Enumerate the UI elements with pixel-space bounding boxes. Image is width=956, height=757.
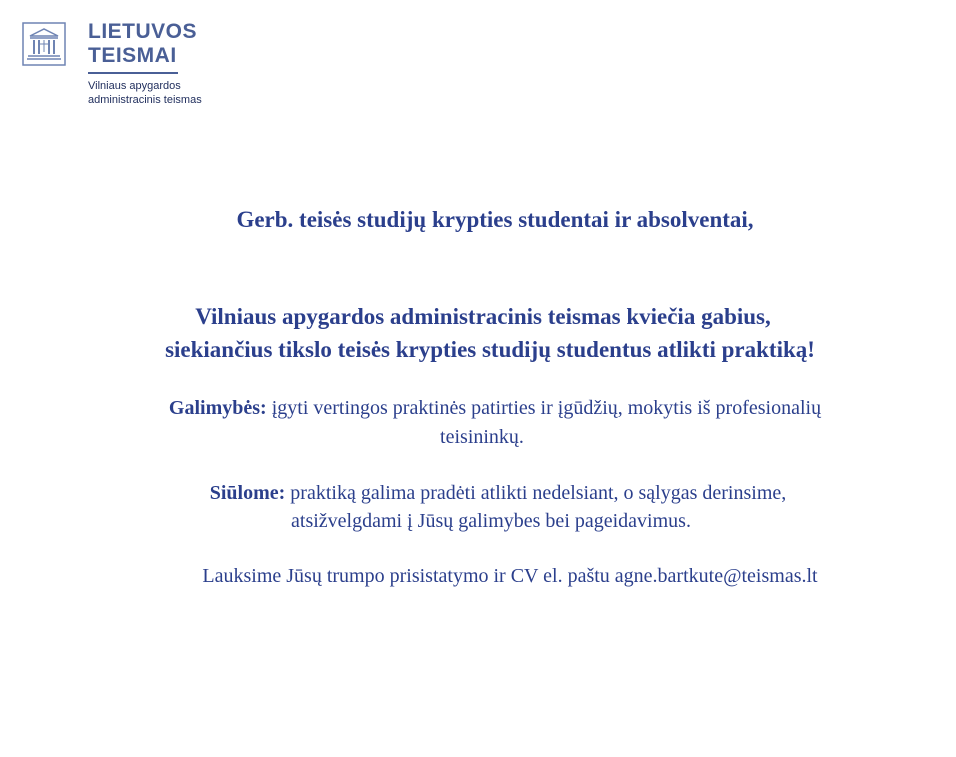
logo-subtitle-line2: administracinis teismas [88,94,202,106]
contact-line: Lauksime Jūsų trumpo prisistatymo ir CV el. paštu agne.bartkute@teismas.lt [202,565,818,587]
offer-line1 [20,482,956,505]
offer-label: Siūlome: [209,482,286,504]
court-building-icon [22,22,66,66]
opportunities-line1 [17,397,956,420]
opportunities-label: Galimybės: [168,397,267,419]
offer-line2: atsižvelgdami į Jūsų galimybes bei pageidavimus. [291,510,691,532]
logo-title-line2: TEISMAI [88,44,177,67]
court-logo [22,20,222,115]
opportunities-line2: teisininkų. [440,426,524,448]
logo-title-line1: LIETUVOS [88,20,198,43]
opportunities-text1: įgyti vertingos praktinės patirties ir įgūdžių, mokytis iš profesionalių [266,397,822,419]
logo-wordmark [88,20,202,107]
logo-divider [88,72,178,74]
greeting: Gerb. teisės studijų krypties studentai ir absolventai, [236,207,754,232]
offer-text1: praktiką galima pradėti atlikti nedelsiant, o sąlygas derinsime, [285,482,787,504]
headline-line2: siekiančius tikslo teisės krypties studijų studentus atlikti praktiką! [165,337,815,362]
headline-line1: Vilniaus apygardos administracinis teismas kviečia gabius, [195,304,771,329]
logo-subtitle-line1: Vilniaus apygardos [88,80,181,92]
